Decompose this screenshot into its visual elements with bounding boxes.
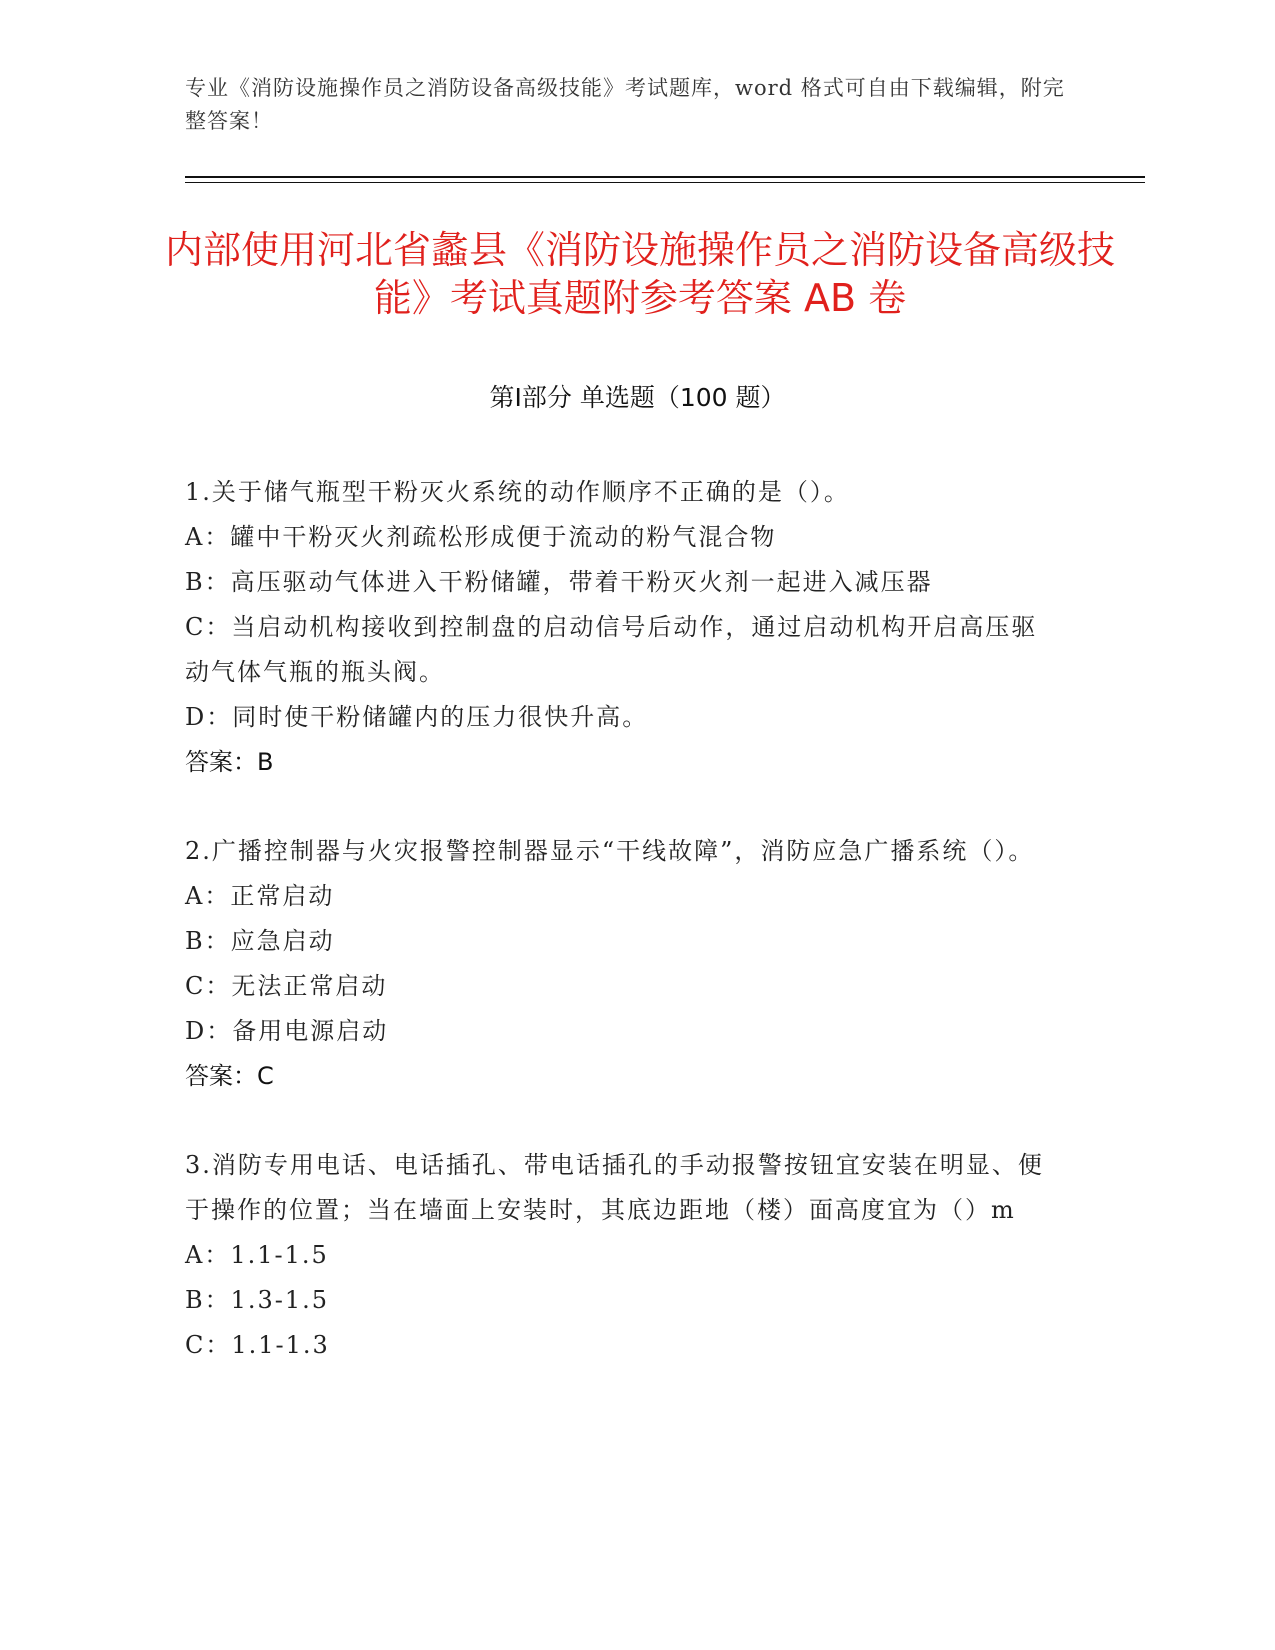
- header-note: 专业《消防设施操作员之消防设备高级技能》考试题库，word 格式可自由下载编辑，附完整答案！: [185, 76, 1065, 133]
- question-1: [185, 470, 1055, 785]
- option-a: A：1.1-1.5: [185, 1241, 329, 1269]
- header-divider-thin: [185, 182, 1145, 183]
- option-b: B：高压驱动气体进入干粉储罐，带着干粉灭火剂一起进入减压器: [185, 568, 933, 596]
- option-c: C：无法正常启动: [185, 972, 388, 1000]
- option-d: D：备用电源启动: [185, 1017, 389, 1045]
- question-stem: 3.消防专用电话、电话插孔、带电话插孔的手动报警按钮宜安装在明显、便于操作的位置；当在墙面上安装时，其底边距地（楼）面高度宜为（）m: [185, 1151, 1044, 1224]
- question-2: [185, 829, 1055, 1099]
- section-title: 第Ⅰ部分 单选题（100 题）: [489, 383, 786, 412]
- option-c: C：1.1-1.3: [185, 1331, 330, 1359]
- answer: 答案：C: [185, 1062, 274, 1090]
- answer: 答案：B: [185, 748, 274, 776]
- option-b: B：应急启动: [185, 927, 335, 955]
- question-stem: 2.广播控制器与火灾报警控制器显示“干线故障”，消防应急广播系统（）。: [185, 837, 1035, 865]
- document-title: 内部使用河北省蠡县《消防设施操作员之消防设备高级技能》考试真题附参考答案 AB 卷: [164, 228, 1115, 320]
- question-3: [185, 1143, 1055, 1368]
- header-divider-thick: [185, 176, 1145, 178]
- question-stem: 1.关于储气瓶型干粉灭火系统的动作顺序不正确的是（）。: [185, 478, 850, 506]
- option-b: B：1.3-1.5: [185, 1286, 330, 1314]
- option-a: A：罐中干粉灭火剂疏松形成便于流动的粉气混合物: [185, 523, 777, 551]
- option-c: C：当启动机构接收到控制盘的启动信号后动作，通过启动机构开启高压驱动气体气瓶的瓶头阀。: [185, 613, 1038, 686]
- question-list: [185, 470, 1055, 1412]
- option-d: D：同时使干粉储罐内的压力很快升高。: [185, 703, 649, 731]
- option-a: A：正常启动: [185, 882, 335, 910]
